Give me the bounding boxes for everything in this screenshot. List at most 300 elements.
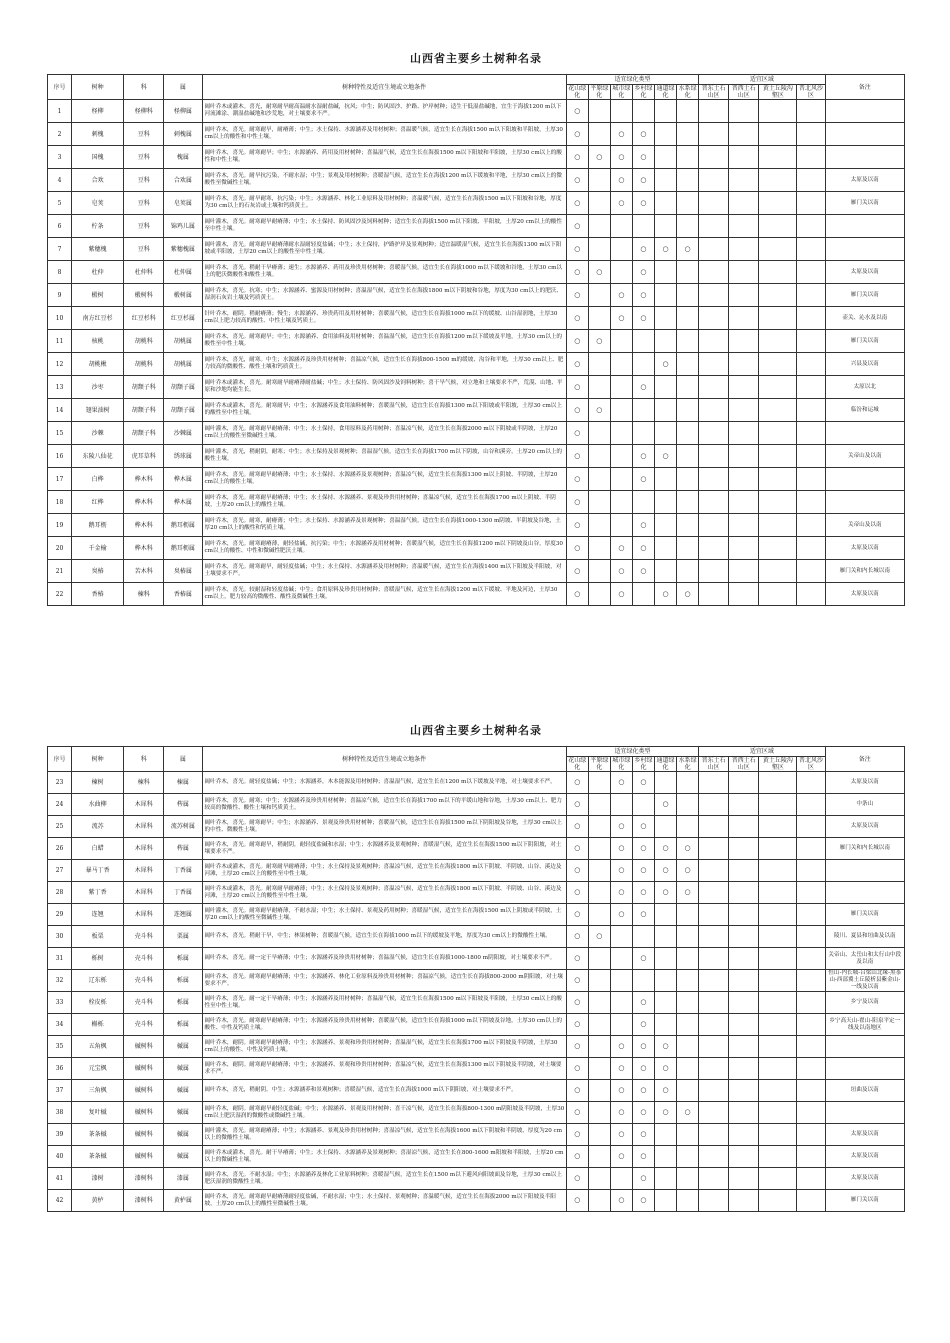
cell-greening-mark: ○ [610,882,632,904]
cell-greening-mark [655,468,677,491]
cell-seq: 12 [48,353,72,376]
cell-greening-mark: ○ [566,1014,588,1036]
col-region: 黄土丘陵沟壑区 [759,757,797,772]
cell-region-mark [699,794,729,816]
cell-greening-mark [588,1014,610,1036]
cell-species: 楝树 [72,772,124,794]
cell-greening-mark [677,261,699,284]
cell-desc: 阔叶乔木，喜光。耐寒耐旱；中生；水源涵养、食用油料及用材树种；喜温湿气候，适宜生长在海拔1200 m以下缓坡及平地，土厚30 cm以上的酸性至中性土壤。 [202,330,566,353]
cell-family: 胡桃科 [124,353,164,376]
cell-note: 乡宁及以南 [825,992,904,1014]
cell-region-mark [699,1124,729,1146]
cell-note [825,238,904,261]
cell-desc: 阔叶乔木，喜光。耐轻度盐碱；中生；水源涵养，木本能源及用材树种；喜温湿气候，适宜生长在1200 m以下缓坡及平地，对土壤要求不严。 [202,772,566,794]
cell-region-mark [729,376,759,399]
cell-greening-mark: ○ [632,284,654,307]
table-body [48,100,905,606]
cell-family: 椴树科 [124,284,164,307]
cell-species: 杜仲 [72,261,124,284]
cell-region-mark [699,560,729,583]
cell-greening-mark [632,970,654,992]
cell-region-mark [797,146,825,169]
cell-note [825,491,904,514]
cell-greening-mark: ○ [632,882,654,904]
col-greening-type: 花山绿化 [566,757,588,772]
cell-greening-mark [677,1058,699,1080]
cell-genus: 皂荚属 [164,192,202,215]
cell-note: 恒山-内长城-吕梁山北缘-黑茶山-西部冀土丘陵析县紫金山-一线及以南 [825,970,904,992]
col-greening-type: 城市绿化 [610,85,632,100]
cell-region-mark [699,376,729,399]
cell-region-mark [699,468,729,491]
cell-desc: 阔叶乔木，喜光。耐寒耐旱耐瘠薄；中生；水土保持、水源涵养及景观树种；喜温凉气候，适宜生长在海拔1300 m以上阴坡、半阴坡，土厚20 cm以上的酸性土壤。 [202,468,566,491]
cell-greening-mark [610,1168,632,1190]
cell-seq: 40 [48,1146,72,1168]
cell-greening-mark [588,215,610,238]
cell-region-mark [759,491,797,514]
cell-seq: 2 [48,123,72,146]
cell-genus: 桦木属 [164,491,202,514]
col-greening-type: 城市绿化 [610,757,632,772]
cell-greening-mark [655,772,677,794]
cell-greening-mark: ○ [632,192,654,215]
cell-region-mark [699,860,729,882]
cell-greening-mark: ○ [655,445,677,468]
cell-note [825,860,904,882]
cell-note [825,422,904,445]
cell-family: 杜仲科 [124,261,164,284]
cell-region-mark [699,1080,729,1102]
cell-genus: 锦鸡儿属 [164,215,202,238]
cell-species: 臭椿 [72,560,124,583]
cell-seq: 29 [48,904,72,926]
cell-greening-mark: ○ [632,1168,654,1190]
cell-region-mark [759,926,797,948]
col-family: 科 [124,75,164,100]
cell-greening-mark [588,560,610,583]
cell-region-mark [729,238,759,261]
cell-region-mark [797,1124,825,1146]
cell-desc: 阔叶乔木，喜光。较耐湿和轻度盐碱；中生；食用原料及珍贵用材树种；喜暖湿气候，适宜生长在海拔1200 m以下缓坡、平地及河边，土厚30 cm以上，肥力较高的微酸性、酸性及微碱性土壤。 [202,583,566,606]
cell-greening-mark: ○ [566,399,588,422]
cell-desc: 阔叶乔木，耐阴。耐寒耐旱耐轻度盐碱；中生；水源涵养、景观及用材树种；喜干凉气候，适宜生长在海拔800-1300 m阴阳坡及半阴坡，土厚30 cm以上肥沃湿润的微酸性或微碱性土壤。 [202,1102,566,1124]
cell-family: 漆树科 [124,1190,164,1212]
cell-family: 苦木科 [124,560,164,583]
cell-greening-mark [610,468,632,491]
cell-genus: 桦木属 [164,468,202,491]
cell-greening-mark: ○ [566,445,588,468]
cell-note: 雁门关以南 [825,330,904,353]
table-row [48,330,905,353]
cell-greening-mark [610,238,632,261]
cell-genus: 丁香属 [164,860,202,882]
cell-family: 柽柳科 [124,100,164,123]
cell-note [825,1102,904,1124]
cell-species: 紫穗槐 [72,238,124,261]
cell-region-mark [759,146,797,169]
cell-species: 黄栌 [72,1190,124,1212]
cell-greening-mark: ○ [632,1146,654,1168]
cell-greening-mark [610,422,632,445]
cell-region-mark [699,353,729,376]
table-row [48,1014,905,1036]
cell-greening-mark: ○ [610,169,632,192]
cell-greening-mark [632,330,654,353]
cell-greening-mark [655,330,677,353]
cell-region-mark [797,330,825,353]
cell-desc: 阔叶乔木，喜光。耐寒，耐瘠薄；中生；水土保持、水源涵养及景观树种；喜温湿气候，适宜生长在海拔1000-1300 m阴坡、半阴坡及谷地，土厚20 cm以上的酸性和钙质土壤。 [202,514,566,537]
col-greening-type: 通道绿化 [655,757,677,772]
cell-greening-mark [655,514,677,537]
cell-region-mark [699,330,729,353]
cell-greening-mark [677,926,699,948]
cell-region-mark [699,399,729,422]
cell-greening-mark [677,192,699,215]
cell-greening-mark: ○ [566,794,588,816]
cell-greening-mark [677,1190,699,1212]
cell-region-mark [699,772,729,794]
cell-region-mark [759,1036,797,1058]
cell-greening-mark [655,376,677,399]
cell-seq: 8 [48,261,72,284]
cell-region-mark [797,1036,825,1058]
cell-genus: 鹅耳枥属 [164,537,202,560]
cell-greening-mark: ○ [588,261,610,284]
cell-greening-mark: ○ [655,583,677,606]
cell-region-mark [729,1146,759,1168]
cell-region-mark [729,284,759,307]
cell-region-mark [729,215,759,238]
cell-greening-mark [610,215,632,238]
cell-region-mark [797,376,825,399]
cell-greening-mark: ○ [677,1102,699,1124]
cell-seq: 31 [48,948,72,970]
cell-region-mark [729,992,759,1014]
cell-species: 水曲柳 [72,794,124,816]
cell-species: 茶条槭 [72,1124,124,1146]
cell-species: 柽柳 [72,100,124,123]
cell-note: 雁门关和内长城以南 [825,838,904,860]
cell-greening-mark [677,970,699,992]
cell-note: 太原及以南 [825,537,904,560]
cell-greening-mark: ○ [566,970,588,992]
cell-greening-mark: ○ [566,537,588,560]
col-desc: 树种特性及适宜生境或立地条件 [202,75,566,100]
cell-greening-mark [677,284,699,307]
cell-greening-mark: ○ [566,948,588,970]
cell-region-mark [797,123,825,146]
cell-species: 复叶槭 [72,1102,124,1124]
cell-note: 乡宁高天山-翟山-阳泉平定一线及以南地区 [825,1014,904,1036]
cell-region-mark [759,445,797,468]
cell-desc: 阔叶灌木，喜光。耐寒耐旱耐瘠薄耐水湿耐轻度盐碱；中生；水土保持，护路护岸及景观树种；适宜温暖湿气候，适宜生长在海拔1300 m以下阳坡或半阳坡，土厚20 cm以上的酸性至中性土壤。 [202,238,566,261]
cell-greening-mark: ○ [566,860,588,882]
cell-greening-mark: ○ [610,816,632,838]
cell-greening-mark: ○ [566,100,588,123]
cell-genus: 丁香属 [164,882,202,904]
cell-greening-mark [655,1124,677,1146]
cell-note: 关帝山及以南 [825,445,904,468]
cell-region-mark [729,169,759,192]
cell-region-mark [699,583,729,606]
cell-genus: 紫穗槐属 [164,238,202,261]
cell-greening-mark: ○ [566,491,588,514]
cell-greening-mark [632,926,654,948]
cell-region-mark [729,1036,759,1058]
cell-region-mark [759,794,797,816]
cell-region-mark [699,238,729,261]
cell-greening-mark [610,376,632,399]
cell-desc: 阔叶乔木，喜光。稍耐干旱，中生；林果树种；喜暖湿气候，适宜生长在海拔1000 m以下的缓坡及平地，厚度为30 cm以上的微酸性土壤。 [202,926,566,948]
cell-genus: 栎属 [164,992,202,1014]
cell-seq: 14 [48,399,72,422]
cell-greening-mark [677,948,699,970]
table-row [48,238,905,261]
cell-family: 豆科 [124,123,164,146]
col-family: 科 [124,747,164,772]
cell-species: 椴树 [72,284,124,307]
cell-region-mark [699,422,729,445]
cell-desc: 阔叶乔木，喜光。耐寒耐旱，稍耐阴，耐轻度盐碱和水湿；中生；水源涵养及景观树种；喜暖湿气候，适宜生长在海拔1500 m以下阴阳坡，对土壤要求不严。 [202,838,566,860]
cell-greening-mark [655,307,677,330]
cell-note: 太原及以南 [825,1124,904,1146]
cell-greening-mark: ○ [677,882,699,904]
table-row [48,399,905,422]
cell-region-mark [759,970,797,992]
cell-species: 三角枫 [72,1080,124,1102]
cell-species: 紫丁香 [72,882,124,904]
cell-greening-mark [677,123,699,146]
cell-region-mark [729,468,759,491]
cell-region-mark [797,1014,825,1036]
cell-family: 木犀科 [124,794,164,816]
cell-seq: 39 [48,1124,72,1146]
cell-seq: 1 [48,100,72,123]
cell-greening-mark [677,992,699,1014]
cell-greening-mark [588,1080,610,1102]
cell-desc: 阔叶乔木，喜光。耐一定干旱瘠薄；中生；水源涵养及用材树种；喜温湿气候，适宜生长在海拔1500 m以下阳坡及半阳坡，土厚30 cm以上的酸性至中性土壤。 [202,992,566,1014]
cell-region-mark [699,1036,729,1058]
cell-desc: 阔叶乔木，喜光。耐寒耐旱，耐瘠薄；中生；水土保持、水源涵养及用材树种；喜温暖气候，适宜生长在海拔1500 m以下阳坡和半阳坡，土厚30 cm以上的酸性和中性土壤。 [202,123,566,146]
cell-note: 雁门关以南 [825,192,904,215]
cell-greening-mark: ○ [632,261,654,284]
cell-region-mark [759,422,797,445]
cell-greening-mark [610,261,632,284]
cell-region-mark [797,238,825,261]
cell-seq: 6 [48,215,72,238]
cell-greening-mark: ○ [632,307,654,330]
cell-greening-mark [655,169,677,192]
cell-desc: 针叶乔木，耐阴。稍耐瘠薄；慢生；水源涵养、珍贵药用及用材树种；喜暖湿气候，适宜生长在海拔1000 m以下的缓坡、山谷湿润地，土厚30 cm以上肥力较高的酸性、中性土壤及钙质土。 [202,307,566,330]
cell-greening-mark [610,491,632,514]
cell-species: 白桦 [72,468,124,491]
col-species: 树种 [72,75,124,100]
cell-region-mark [797,1080,825,1102]
cell-greening-mark: ○ [566,422,588,445]
cell-family: 豆科 [124,192,164,215]
cell-greening-mark [677,514,699,537]
cell-region-mark [699,514,729,537]
cell-region-mark [729,926,759,948]
cell-greening-mark [632,794,654,816]
cell-greening-mark [655,491,677,514]
cell-seq: 16 [48,445,72,468]
cell-region-mark [699,1190,729,1212]
cell-region-mark [759,560,797,583]
cell-region-mark [759,1080,797,1102]
cell-region-mark [759,284,797,307]
cell-greening-mark: ○ [566,838,588,860]
cell-greening-mark: ○ [655,860,677,882]
col-greening-type: 水系绿化 [677,85,699,100]
cell-region-mark [729,353,759,376]
cell-greening-mark [588,537,610,560]
table-row [48,992,905,1014]
cell-family: 槭树科 [124,1146,164,1168]
cell-note: 太原及以南 [825,261,904,284]
cell-greening-mark: ○ [655,794,677,816]
cell-greening-mark: ○ [566,1080,588,1102]
cell-region-mark [759,399,797,422]
cell-region-mark [729,1014,759,1036]
cell-seq: 38 [48,1102,72,1124]
cell-greening-mark: ○ [566,307,588,330]
cell-region-mark [759,100,797,123]
cell-seq: 21 [48,560,72,583]
cell-greening-mark [588,794,610,816]
table-row [48,970,905,992]
cell-greening-mark [677,146,699,169]
table-row [48,123,905,146]
table-row [48,1058,905,1080]
cell-note [825,1036,904,1058]
cell-greening-mark: ○ [610,284,632,307]
cell-genus: 楝属 [164,772,202,794]
table-row [48,376,905,399]
cell-greening-mark: ○ [610,583,632,606]
cell-region-mark [699,261,729,284]
cell-region-mark [759,838,797,860]
cell-greening-mark: ○ [610,1102,632,1124]
cell-greening-mark: ○ [566,1124,588,1146]
cell-desc: 阔叶乔木，喜光。不耐水湿；中生；水源涵养及林化工业原料树种；喜暖湿气候，适宜生长在1500 m以下避风向阳坡面及谷地，土厚30 cm以上肥沃湿润的微酸性土壤。 [202,1168,566,1190]
cell-greening-mark: ○ [632,376,654,399]
cell-greening-mark: ○ [566,1146,588,1168]
cell-genus: 柽柳属 [164,100,202,123]
cell-greening-mark: ○ [566,1102,588,1124]
cell-region-mark [759,860,797,882]
cell-region-mark [729,192,759,215]
cell-greening-mark [655,1190,677,1212]
cell-species: 千金榆 [72,537,124,560]
cell-genus: 红豆杉属 [164,307,202,330]
table-row [48,1190,905,1212]
cell-greening-mark: ○ [632,904,654,926]
cell-genus: 鹅耳枥属 [164,514,202,537]
cell-genus: 流苏树属 [164,816,202,838]
table-row [48,445,905,468]
cell-greening-mark: ○ [610,307,632,330]
cell-note: 陵川、夏县和垣曲及以南 [825,926,904,948]
cell-family: 壳斗科 [124,1014,164,1036]
col-region: 晋西土石山区 [729,757,759,772]
col-greening-type: 通道绿化 [655,85,677,100]
cell-seq: 13 [48,376,72,399]
cell-seq: 17 [48,468,72,491]
cell-region-mark [797,100,825,123]
cell-seq: 9 [48,284,72,307]
cell-greening-mark [610,100,632,123]
cell-note: 雁门关和内长城以南 [825,560,904,583]
cell-species: 核桃 [72,330,124,353]
cell-family: 槭树科 [124,1124,164,1146]
cell-greening-mark [610,330,632,353]
cell-seq: 27 [48,860,72,882]
cell-region-mark [759,992,797,1014]
cell-greening-mark [610,445,632,468]
cell-seq: 30 [48,926,72,948]
cell-greening-mark: ○ [632,1058,654,1080]
cell-region-mark [729,399,759,422]
cell-greening-mark [588,100,610,123]
cell-genus: 胡颓子属 [164,399,202,422]
cell-region-mark [759,1014,797,1036]
cell-region-mark [729,514,759,537]
page-1 [47,52,905,606]
cell-species: 翅果油树 [72,399,124,422]
cell-greening-mark: ○ [677,860,699,882]
cell-greening-mark: ○ [610,1190,632,1212]
cell-species: 漆树 [72,1168,124,1190]
cell-region-mark [759,583,797,606]
cell-greening-mark: ○ [632,123,654,146]
table-body [48,772,905,1212]
cell-greening-mark: ○ [610,1124,632,1146]
cell-species: 鹅耳枥 [72,514,124,537]
cell-greening-mark: ○ [632,560,654,583]
cell-region-mark [699,307,729,330]
cell-desc: 阔叶乔木，喜光。耐寒；中生；水源涵养及珍贵用材树种；喜温凉气候，适宜生长在海拔1700 m以下的平缓山地和谷地，土厚30 cm以上、肥力较高的微酸性、酸性土壤和钙质黄土。 [202,794,566,816]
cell-species: 五角枫 [72,1036,124,1058]
table-row [48,948,905,970]
cell-family: 木犀科 [124,904,164,926]
cell-desc: 阔叶乔木，喜光。耐旱抗污染，不耐水湿；中生；景观及用材树种；喜暖湿气候，适宜生长在海拔1200 m以下缓坡和平地，土厚30 cm以上的微酸性至微碱性土壤。 [202,169,566,192]
cell-desc: 阔叶灌木，喜光。耐寒耐瘠薄；中生；水源涵养、景观及珍贵用材树种；喜湿凉气候，适宜生长在海拔1600 m以下阴坡和半阴坡，厚度为20 cm以上的微酸性土壤。 [202,1124,566,1146]
cell-greening-mark [677,1146,699,1168]
col-region: 黄土丘陵沟壑区 [759,85,797,100]
table-row [48,1124,905,1146]
cell-greening-mark [677,537,699,560]
cell-note: 太原及以南 [825,1146,904,1168]
cell-note: 垣曲及以南 [825,1080,904,1102]
cell-greening-mark [588,307,610,330]
page-2 [47,724,905,1212]
cell-greening-mark: ○ [566,238,588,261]
cell-greening-mark [588,948,610,970]
cell-species: 南方红豆杉 [72,307,124,330]
col-note: 备注 [825,747,904,772]
table-row [48,1036,905,1058]
cell-region-mark [797,468,825,491]
cell-greening-mark [655,560,677,583]
cell-seq: 3 [48,146,72,169]
cell-seq: 18 [48,491,72,514]
cell-note: 中条山 [825,794,904,816]
cell-region-mark [797,970,825,992]
cell-region-mark [797,422,825,445]
cell-greening-mark [655,1146,677,1168]
cell-greening-mark [610,970,632,992]
